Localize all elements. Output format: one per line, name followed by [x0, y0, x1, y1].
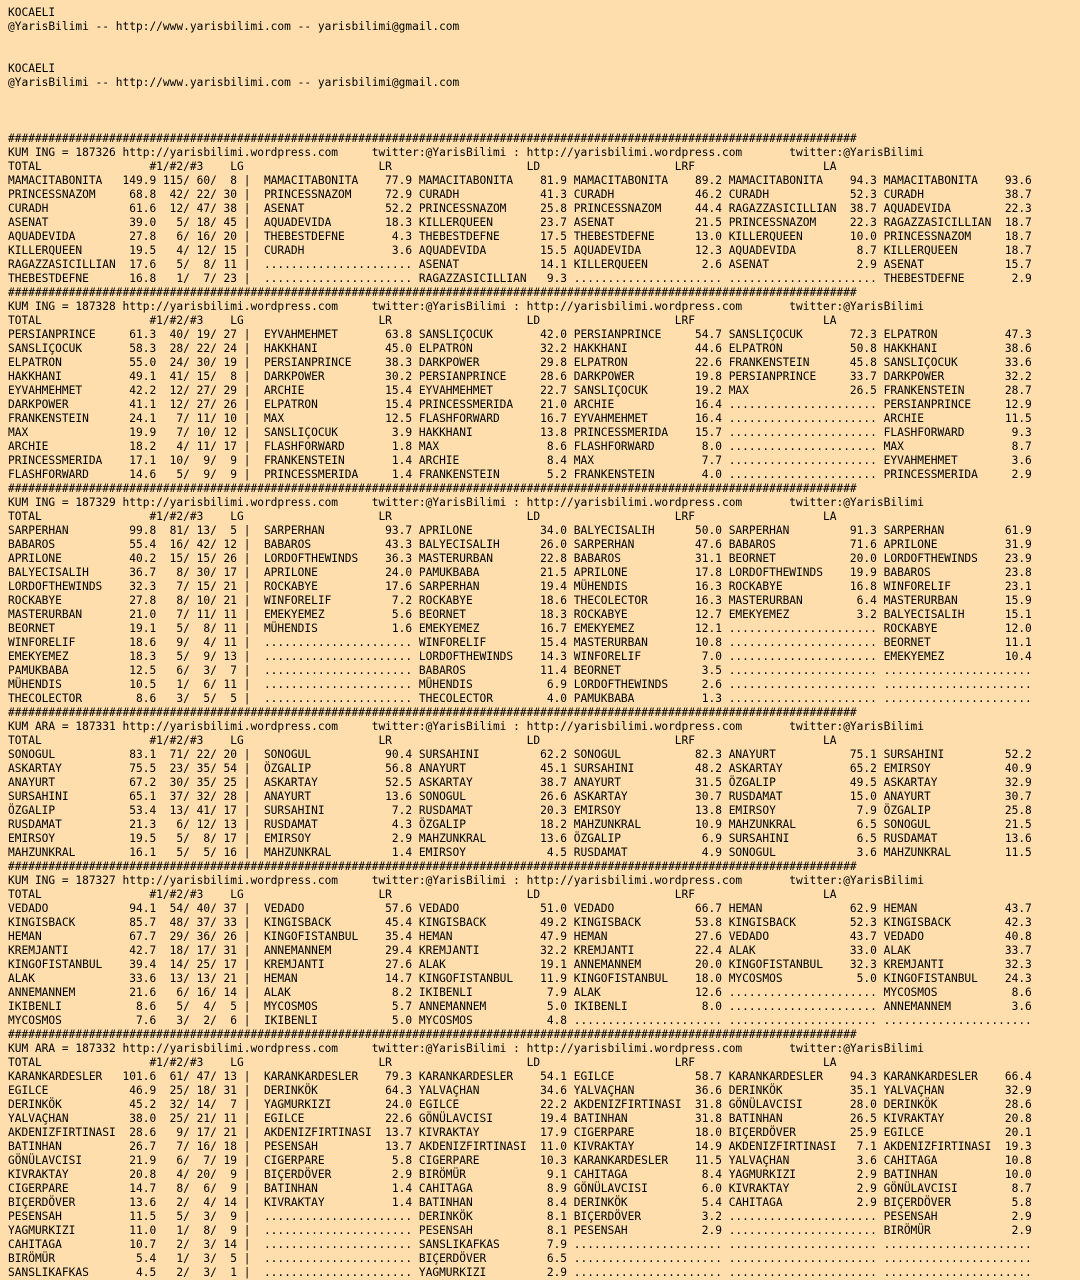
- race-row: BIRÖMÜR 5.4 1/ 3/ 5 | ...................... BIÇERDÖVER 6.5 ...................... ...................... ......................: [8, 1252, 1032, 1265]
- race-row: ALAK 33.6 13/ 13/ 21 | HEMAN 14.7 KINGOFISTANBUL 11.9 KINGOFISTANBUL 18.0 MYCOSMOS 5.0 KINGOFISTANBUL 24.3: [8, 972, 1032, 985]
- race-row: FLASHFORWARD 14.6 5/ 9/ 9 | PRINCESSMERIDA 1.4 FRANKENSTEIN 5.2 FRANKENSTEIN 4.0 ...................... PRINCESSMERIDA 2.9: [8, 468, 1032, 481]
- race-row: PRINCESSMERIDA 17.1 10/ 9/ 9 | FRANKENSTEIN 1.4 ARCHIE 8.4 MAX 7.7 ...................... EYVAHMEHMET 3.6: [8, 454, 1032, 467]
- race-row: APRILONE 40.2 15/ 15/ 26 | LORDOFTHEWINDS 36.3 MASTERURBAN 22.8 BABAROS 31.1 BEORNET 20.0 LORDOFTHEWINDS 23.9: [8, 552, 1032, 565]
- race-row: WINFORELIF 18.6 9/ 4/ 11 | ...................... WINFORELIF 15.4 MASTERURBAN 10.8 ...................... BEORNET 11.1: [8, 636, 1032, 649]
- header-contact: @YarisBilimi -- http://www.yarisbilimi.com -- yarisbilimi@gmail.com: [8, 20, 460, 33]
- race-row: BABAROS 55.4 16/ 42/ 12 | BABAROS 43.3 BALYECISALIH 26.0 SARPERHAN 47.6 BABAROS 71.6 APRILONE 31.9: [8, 538, 1032, 551]
- separator-line: ##############################################################################################################################: [8, 1028, 857, 1041]
- race-title: KUM ING = 187326 http://yarisbilimi.wordpress.com twitter:@YarisBilimi : http://yarisbilimi.wordpress.com twitter:@YarisBilimi: [8, 146, 925, 159]
- race-row: CIGERPARE 14.7 8/ 6/ 9 | BATINHAN 1.4 CAHITAGA 8.9 GÖNÜLAVCISI 6.0 KIVRAKTAY 2.9 GÖNÜLAVCISI 8.7: [8, 1182, 1032, 1195]
- separator-line: ##############################################################################################################################: [8, 482, 857, 495]
- race-row: SARPERHAN 99.8 81/ 13/ 5 | SARPERHAN 93.7 APRILONE 34.0 BALYECISALIH 50.0 SARPERHAN 91.3 SARPERHAN 61.9: [8, 524, 1032, 537]
- race-row: PRINCESSNAZOM 68.8 42/ 22/ 30 | PRINCESSNAZOM 72.9 CURADH 41.3 CURADH 46.2 CURADH 52.3 CURADH 38.7: [8, 188, 1032, 201]
- race-row: ELPATRON 55.0 24/ 30/ 19 | PERSIANPRINCE 38.3 DARKPOWER 29.8 ELPATRON 22.6 FRANKENSTEIN 45.8 SANSLIÇOCUK 33.6: [8, 356, 1032, 369]
- race-title: KUM ING = 187327 http://yarisbilimi.wordpress.com twitter:@YarisBilimi : http://yarisbilimi.wordpress.com twitter:@YarisBilimi: [8, 874, 925, 887]
- blank-line: [8, 34, 1080, 48]
- race-row: YALVAÇHAN 38.0 25/ 21/ 11 | EGILCE 22.6 GÖNÜLAVCISI 19.4 BATINHAN 31.8 BATINHAN 26.5 KIVRAKTAY 20.8: [8, 1112, 1032, 1125]
- race-row: EMEKYEMEZ 18.3 5/ 9/ 13 | ...................... LORDOFTHEWINDS 14.3 WINFORELIF 7.0 ...................... EMEKYEMEZ 10.4: [8, 650, 1032, 663]
- race-row: RAGAZZASICILLIAN 17.6 5/ 8/ 11 | ...................... ASENAT 14.1 KILLERQUEEN 2.6 ASENAT 2.9 ASENAT 15.7: [8, 258, 1032, 271]
- race-row: EYVAHMEHMET 42.2 12/ 27/ 29 | ARCHIE 15.4 EYVAHMEHMET 22.7 SANSLIÇOCUK 19.2 MAX 26.5 FRANKENSTEIN 28.7: [8, 384, 1032, 397]
- separator-line: ##############################################################################################################################: [8, 132, 857, 145]
- race-row: DARKPOWER 41.1 12/ 27/ 26 | ELPATRON 15.4 PRINCESSMERIDA 21.0 ARCHIE 16.4 ...................... PERSIANPRINCE 12.9: [8, 398, 1032, 411]
- race-row: EGILCE 46.9 25/ 18/ 31 | DERINKÖK 64.3 YALVAÇHAN 34.6 YALVAÇHAN 36.6 DERINKÖK 35.1 YALVAÇHAN 32.9: [8, 1084, 1032, 1097]
- column-headers: TOTAL #1/#2/#3 LG LR LD LRF LA: [8, 314, 837, 327]
- race-row: KREMJANTI 42.7 18/ 17/ 31 | ANNEMANNEM 29.4 KREMJANTI 32.2 KREMJANTI 22.4 ALAK 33.0 ALAK 33.7: [8, 944, 1032, 957]
- separator-line: ##############################################################################################################################: [8, 286, 857, 299]
- race-row: KINGOFISTANBUL 39.4 14/ 25/ 17 | KREMJANTI 27.6 ALAK 19.1 ANNEMANNEM 20.0 KINGOFISTANBUL 32.3 KREMJANTI 32.3: [8, 958, 1032, 971]
- race-row: CURADH 61.6 12/ 47/ 38 | ASENAT 52.2 PRINCESSNAZOM 25.8 PRINCESSNAZOM 44.4 RAGAZZASICILLIAN 38.7 AQUADEVIDA 22.3: [8, 202, 1032, 215]
- race-row: ANNEMANNEM 21.6 6/ 16/ 14 | ALAK 8.2 IKIBENLI 7.9 ALAK 12.6 ...................... MYCOSMOS 8.6: [8, 986, 1032, 999]
- separator-line: ##############################################################################################################################: [8, 706, 857, 719]
- race-row: MAMACITABONITA 149.9 115/ 60/ 8 | MAMACITABONITA 77.9 MAMACITABONITA 81.9 MAMACITABONITA 89.2 MAMACITABONITA 94.3 MAMACITABONITA 93.6: [8, 174, 1032, 187]
- race-row: MAHZUNKRAL 16.1 5/ 5/ 16 | MAHZUNKRAL 1.4 EMIRSOY 4.5 RUSDAMAT 4.9 SONOGUL 3.6 MAHZUNKRAL 11.5: [8, 846, 1032, 859]
- race-row: GÖNÜLAVCISI 21.9 6/ 7/ 19 | CIGERPARE 5.8 CIGERPARE 10.3 KARANKARDESLER 11.5 YALVAÇHAN 3.6 CAHITAGA 10.8: [8, 1154, 1032, 1167]
- race-row: KIVRAKTAY 20.8 4/ 20/ 9 | BIÇERDÖVER 2.9 BIRÖMÜR 9.1 CAHITAGA 8.4 YAGMURKIZI 2.9 BATINHAN 10.0: [8, 1168, 1032, 1181]
- race-row: ASENAT 39.0 5/ 18/ 45 | AQUADEVIDA 18.3 KILLERQUEEN 23.7 ASENAT 21.5 PRINCESSNAZOM 22.3 RAGAZZASICILLIAN 18.7: [8, 216, 1032, 229]
- race-title: KUM ARA = 187332 http://yarisbilimi.wordpress.com twitter:@YarisBilimi : http://yarisbilimi.wordpress.com twitter:@YarisBilimi: [8, 1042, 925, 1055]
- blank-line: [8, 118, 1080, 132]
- race-row: KILLERQUEEN 19.5 4/ 12/ 15 | CURADH 3.6 AQUADEVIDA 15.5 AQUADEVIDA 12.3 AQUADEVIDA 8.7 KILLERQUEEN 18.7: [8, 244, 1032, 257]
- race-row: KARANKARDESLER 101.6 61/ 47/ 13 | KARANKARDESLER 79.3 KARANKARDESLER 54.1 EGILCE 58.7 KARANKARDESLER 94.3 KARANKARDESLER 66.4: [8, 1070, 1032, 1083]
- race-row: DERINKÖK 45.2 32/ 14/ 7 | YAGMURKIZI 24.0 EGILCE 22.2 AKDENIZFIRTINASI 31.8 GÖNÜLAVCISI 28.0 DERINKÖK 28.6: [8, 1098, 1032, 1111]
- race-title: KUM ING = 187329 http://yarisbilimi.wordpress.com twitter:@YarisBilimi : http://yarisbilimi.wordpress.com twitter:@YarisBilimi: [8, 496, 925, 509]
- race-row: MASTERURBAN 21.0 7/ 11/ 11 | EMEKYEMEZ 5.6 BEORNET 18.3 ROCKABYE 12.7 EMEKYEMEZ 3.2 BALYECISALIH 15.1: [8, 608, 1032, 621]
- race-row: PERSIANPRINCE 61.3 40/ 19/ 27 | EYVAHMEHMET 63.8 SANSLIÇOCUK 42.0 PERSIANPRINCE 54.7 SANSLIÇOCUK 72.3 ELPATRON 47.3: [8, 328, 1032, 341]
- race-row: MÜHENDIS 10.5 1/ 6/ 11 | ...................... MÜHENDIS 6.9 LORDOFTHEWINDS 2.6 ...................... ......................: [8, 678, 1032, 691]
- race-row: PESENSAH 11.5 5/ 3/ 9 | ...................... DERINKÖK 8.1 BIÇERDÖVER 3.2 ...................... PESENSAH 2.9: [8, 1210, 1032, 1223]
- header-contact: @YarisBilimi -- http://www.yarisbilimi.com -- yarisbilimi@gmail.com: [8, 76, 460, 89]
- race-row: THECOLECTOR 8.6 3/ 5/ 5 | ...................... THECOLECTOR 4.0 PAMUKBABA 1.3 ...................... ......................: [8, 692, 1032, 705]
- blank-line: [8, 90, 1080, 104]
- race-row: LORDOFTHEWINDS 32.3 7/ 15/ 21 | ROCKABYE 17.6 SARPERHAN 19.4 MÜHENDIS 16.3 ROCKABYE 16.8 WINFORELIF 23.1: [8, 580, 1032, 593]
- race-row: SONOGUL 83.1 71/ 22/ 20 | SONOGUL 90.4 SURSAHINI 62.2 SONOGUL 82.3 ANAYURT 75.1 SURSAHINI 52.2: [8, 748, 1032, 761]
- column-headers: TOTAL #1/#2/#3 LG LR LD LRF LA: [8, 734, 837, 747]
- race-row: BEORNET 19.1 5/ 8/ 11 | MÜHENDIS 1.6 EMEKYEMEZ 16.7 EMEKYEMEZ 12.1 ...................... ROCKABYE 12.0: [8, 622, 1032, 635]
- race-row: BALYECISALIH 36.7 8/ 30/ 17 | APRILONE 24.0 PAMUKBABA 21.5 APRILONE 17.8 LORDOFTHEWINDS 19.9 BABAROS 23.8: [8, 566, 1032, 579]
- race-row: ARCHIE 18.2 4/ 11/ 17 | FLASHFORWARD 1.8 MAX 8.6 FLASHFORWARD 8.0 ...................... MAX 8.7: [8, 440, 1032, 453]
- race-row: VEDADO 94.1 54/ 40/ 37 | VEDADO 57.6 VEDADO 51.0 VEDADO 66.7 HEMAN 62.9 HEMAN 43.7: [8, 902, 1032, 915]
- race-row: EMIRSOY 19.5 5/ 8/ 17 | EMIRSOY 2.9 MAHZUNKRAL 13.6 ÖZGALIP 6.9 SURSAHINI 6.5 RUSDAMAT 13.6: [8, 832, 1032, 845]
- race-row: SANSLIÇOCUK 58.3 28/ 22/ 24 | HAKKHANI 45.0 ELPATRON 32.2 HAKKHANI 44.6 ELPATRON 50.8 HAKKHANI 38.6: [8, 342, 1032, 355]
- separator-line: ##############################################################################################################################: [8, 860, 857, 873]
- race-row: HEMAN 67.7 29/ 36/ 26 | KINGOFISTANBUL 35.4 HEMAN 47.9 HEMAN 27.6 VEDADO 43.7 VEDADO 40.8: [8, 930, 1032, 943]
- race-row: THEBESTDEFNE 16.8 1/ 7/ 23 | ...................... RAGAZZASICILLIAN 9.3 ...................... ...................... THEBESTDEFNE 2.9: [8, 272, 1032, 285]
- race-row: BIÇERDÖVER 13.6 2/ 4/ 14 | KIVRAKTAY 1.4 BATINHAN 8.4 DERINKÖK 5.4 CAHITAGA 2.9 BIÇERDÖVER 5.8: [8, 1196, 1032, 1209]
- race-row: MAX 19.9 7/ 10/ 12 | SANSLIÇOCUK 3.9 HAKKHANI 13.8 PRINCESSMERIDA 15.7 ...................... FLASHFORWARD 9.3: [8, 426, 1032, 439]
- race-row: PAMUKBABA 12.5 6/ 3/ 7 | ...................... BABAROS 11.4 BEORNET 3.5 ...................... ......................: [8, 664, 1032, 677]
- race-row: ÖZGALIP 53.4 13/ 41/ 17 | SURSAHINI 7.2 RUSDAMAT 20.3 EMIRSOY 13.8 EMIRSOY 7.9 ÖZGALIP 25.8: [8, 804, 1032, 817]
- header-title: KOCAELI: [8, 62, 56, 75]
- race-title: KUM ARA = 187331 http://yarisbilimi.wordpress.com twitter:@YarisBilimi : http://yarisbilimi.wordpress.com twitter:@YarisBilimi: [8, 720, 925, 733]
- race-row: KINGISBACK 85.7 48/ 37/ 33 | KINGISBACK 45.4 KINGISBACK 49.2 KINGISBACK 53.8 KINGISBACK 52.3 KINGISBACK 42.3: [8, 916, 1032, 929]
- column-headers: TOTAL #1/#2/#3 LG LR LD LRF LA: [8, 160, 837, 173]
- race-row: AQUADEVIDA 27.8 6/ 16/ 20 | THEBESTDEFNE 4.3 THEBESTDEFNE 17.5 THEBESTDEFNE 13.0 KILLERQUEEN 10.0 PRINCESSNAZOM 18.7: [8, 230, 1032, 243]
- race-row: BATINHAN 26.7 7/ 16/ 18 | PESENSAH 13.7 AKDENIZFIRTINASI 11.0 KIVRAKTAY 14.9 AKDENIZFIRTINASI 7.1 AKDENIZFIRTINASI 19.3: [8, 1140, 1032, 1153]
- race-row: SANSLIKAFKAS 4.5 2/ 3/ 1 | ...................... YAGMURKIZI 2.9 ...................... ...................... ......................: [8, 1266, 1032, 1279]
- race-row: ASKARTAY 75.5 23/ 35/ 54 | ÖZGALIP 56.8 ANAYURT 45.1 SURSAHINI 48.2 ASKARTAY 65.2 EMIRSOY 40.9: [8, 762, 1032, 775]
- race-row: ANAYURT 67.2 30/ 35/ 25 | ASKARTAY 52.5 ASKARTAY 38.7 ANAYURT 31.5 ÖZGALIP 49.5 ASKARTAY 32.9: [8, 776, 1032, 789]
- race-row: CAHITAGA 10.7 2/ 3/ 14 | ...................... SANSLIKAFKAS 7.9 ...................... ...................... ......................: [8, 1238, 1032, 1251]
- blank-line: [8, 48, 1080, 62]
- header-title: KOCAELI: [8, 6, 56, 19]
- race-row: SURSAHINI 65.1 37/ 32/ 28 | ANAYURT 13.6 SONOGUL 26.6 ASKARTAY 30.7 RUSDAMAT 15.0 ANAYURT 30.7: [8, 790, 1032, 803]
- race-row: MYCOSMOS 7.6 3/ 2/ 6 | IKIBENLI 5.0 MYCOSMOS 4.8 ...................... ...................... ......................: [8, 1014, 1032, 1027]
- race-row: YAGMURKIZI 11.0 1/ 8/ 9 | ...................... PESENSAH 8.1 PESENSAH 2.9 ...................... BIRÖMÜR 2.9: [8, 1224, 1032, 1237]
- race-row: RUSDAMAT 21.3 6/ 12/ 13 | RUSDAMAT 4.3 ÖZGALIP 18.2 MAHZUNKRAL 10.9 MAHZUNKRAL 6.5 SONOGUL 21.5: [8, 818, 1032, 831]
- race-row: HAKKHANI 49.1 41/ 15/ 8 | DARKPOWER 30.2 PERSIANPRINCE 28.6 DARKPOWER 19.8 PERSIANPRINCE 33.7 DARKPOWER 32.2: [8, 370, 1032, 383]
- race-row: FRANKENSTEIN 24.1 7/ 11/ 10 | MAX 12.5 FLASHFORWARD 16.7 EYVAHMEHMET 16.4 ...................... ARCHIE 11.5: [8, 412, 1032, 425]
- race-row: ROCKABYE 27.8 8/ 10/ 21 | WINFORELIF 7.2 ROCKABYE 18.6 THECOLECTOR 16.3 MASTERURBAN 6.4 MASTERURBAN 15.9: [8, 594, 1032, 607]
- race-title: KUM ING = 187328 http://yarisbilimi.wordpress.com twitter:@YarisBilimi : http://yarisbilimi.wordpress.com twitter:@YarisBilimi: [8, 300, 925, 313]
- blank-line: [8, 104, 1080, 118]
- column-headers: TOTAL #1/#2/#3 LG LR LD LRF LA: [8, 510, 837, 523]
- race-row: IKIBENLI 8.6 5/ 4/ 5 | MYCOSMOS 5.7 ANNEMANNEM 5.0 IKIBENLI 8.0 ...................... ANNEMANNEM 3.6: [8, 1000, 1032, 1013]
- race-row: AKDENIZFIRTINASI 28.6 9/ 17/ 21 | AKDENIZFIRTINASI 13.7 KIVRAKTAY 17.9 CIGERPARE 18.0 BIÇERDÖVER 25.9 EGILCE 20.1: [8, 1126, 1032, 1139]
- column-headers: TOTAL #1/#2/#3 LG LR LD LRF LA: [8, 888, 837, 901]
- column-headers: TOTAL #1/#2/#3 LG LR LD LRF LA: [8, 1056, 837, 1069]
